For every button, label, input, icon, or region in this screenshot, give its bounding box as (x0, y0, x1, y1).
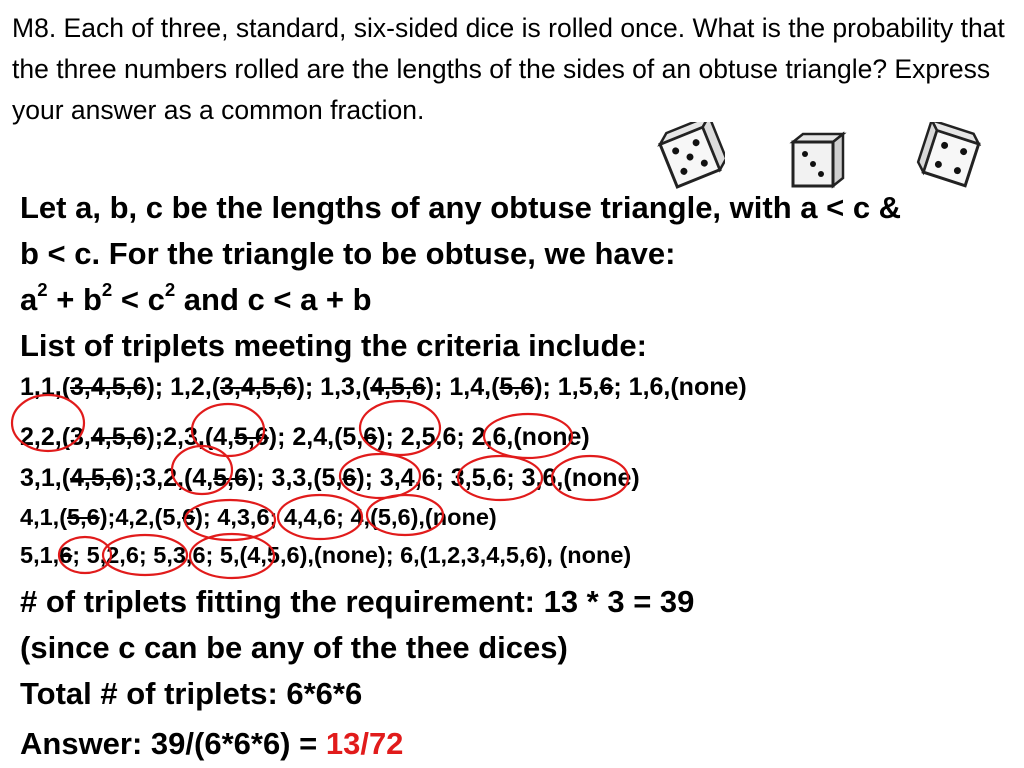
row5-seg: ; 5,2,6; 5,3,6; 5,(4,5,6),(none); 6,(1,2,3,4,5,6), (none) (72, 542, 632, 568)
row2-struck: 5,6 (234, 423, 269, 451)
row3-seg: 3,1,( (20, 464, 71, 492)
row1-seg: ); 1,4,( (425, 373, 500, 401)
row1-seg: ); 1,3,( (296, 373, 371, 401)
inequality-tail: and c < a + b (175, 282, 372, 317)
row1-struck: 3,4,5,6 (220, 373, 297, 401)
triplet-row-1 (20, 373, 747, 402)
row2-struck: 6 (363, 423, 378, 451)
inequality-exp-c: 2 (164, 279, 176, 301)
triplet-row-2 (20, 423, 590, 452)
row3-struck: 5,6 (213, 464, 248, 492)
intro-line-2: b < c. For the triangle to be obtuse, we have: (20, 236, 676, 271)
row1-struck: 6 (599, 373, 614, 401)
row3-seg: );3,2,(4, (125, 464, 214, 492)
row2-seg: ); 2,5,6; 2,6,(none) (377, 423, 590, 451)
triplet-row-5 (20, 542, 631, 569)
die-icon-right (915, 122, 987, 194)
row1-struck: 3,4,5,6 (70, 373, 147, 401)
row5-struck: 6 (59, 542, 73, 568)
die-icon-middle (785, 128, 849, 192)
row3-struck: 4,5,6 (70, 464, 126, 492)
inequality-plus: + (47, 282, 83, 317)
row4-seg: );4,2,(5, (99, 504, 182, 530)
inequality-line (20, 279, 372, 318)
row3-struck: 6 (342, 464, 357, 492)
answer-fraction: 13/72 (325, 726, 404, 761)
inequality-var-c: c (147, 282, 165, 317)
inequality-var-a: a (20, 282, 38, 317)
inequality-exp-a: 2 (37, 279, 48, 301)
row1-seg: ); 1,5, (534, 373, 600, 401)
question-text: M8. Each of three, standard, six-sided dice is rolled once. What is the probability that the three numbers rolled are the lengths of the sides of an obtuse triangle? Express your answer as a common fraction. (12, 13, 1005, 125)
row1-struck: 4,5,6 (370, 373, 426, 401)
total-line: Total # of triplets: 6*6*6 (20, 676, 363, 711)
row5-seg: 5,1, (20, 542, 60, 568)
since-line: (since c can be any of the thee dices) (20, 630, 568, 665)
inequality-var-b: b (82, 282, 102, 317)
triplet-row-3 (20, 464, 640, 493)
list-heading: List of triplets meeting the criteria include: (20, 328, 647, 363)
intro-line-1: Let a, b, c be the lengths of any obtuse triangle, with a < c & (20, 190, 902, 225)
row2-seg: 2,2,(3, (20, 423, 91, 451)
row1-seg: ); 1,2,( (146, 373, 221, 401)
row4-struck: 6 (181, 504, 196, 530)
inequality-exp-b: 2 (101, 279, 113, 301)
row2-seg: );2,3,(4, (146, 423, 235, 451)
row1-seg: ; 1,6,(none) (613, 373, 747, 401)
row4-seg: ); 4,3,6; 4,4,6; 4,(5,6),(none) (195, 504, 497, 530)
row3-seg: ); 3,3,(5, (247, 464, 343, 492)
row2-seg: ); 2,4,(5, (268, 423, 364, 451)
row4-struck: 5,6 (67, 504, 100, 530)
count-line: # of triplets fitting the requirement: 13 * 3 = 39 (20, 584, 695, 619)
die-icon-left (655, 122, 725, 192)
answer-line (20, 726, 403, 762)
row3-seg: ); 3,4,6; 3,5,6; 3,6,(none) (356, 464, 640, 492)
triplet-row-4 (20, 504, 497, 531)
row2-struck: 4,5,6 (90, 423, 147, 451)
row1-struck: 5,6 (499, 373, 535, 401)
inequality-lt: < (112, 282, 148, 317)
answer-prefix: Answer: 39/(6*6*6) = (20, 726, 326, 761)
row1-seg: 1,1,( (20, 373, 71, 401)
row4-seg: 4,1,( (20, 504, 68, 530)
